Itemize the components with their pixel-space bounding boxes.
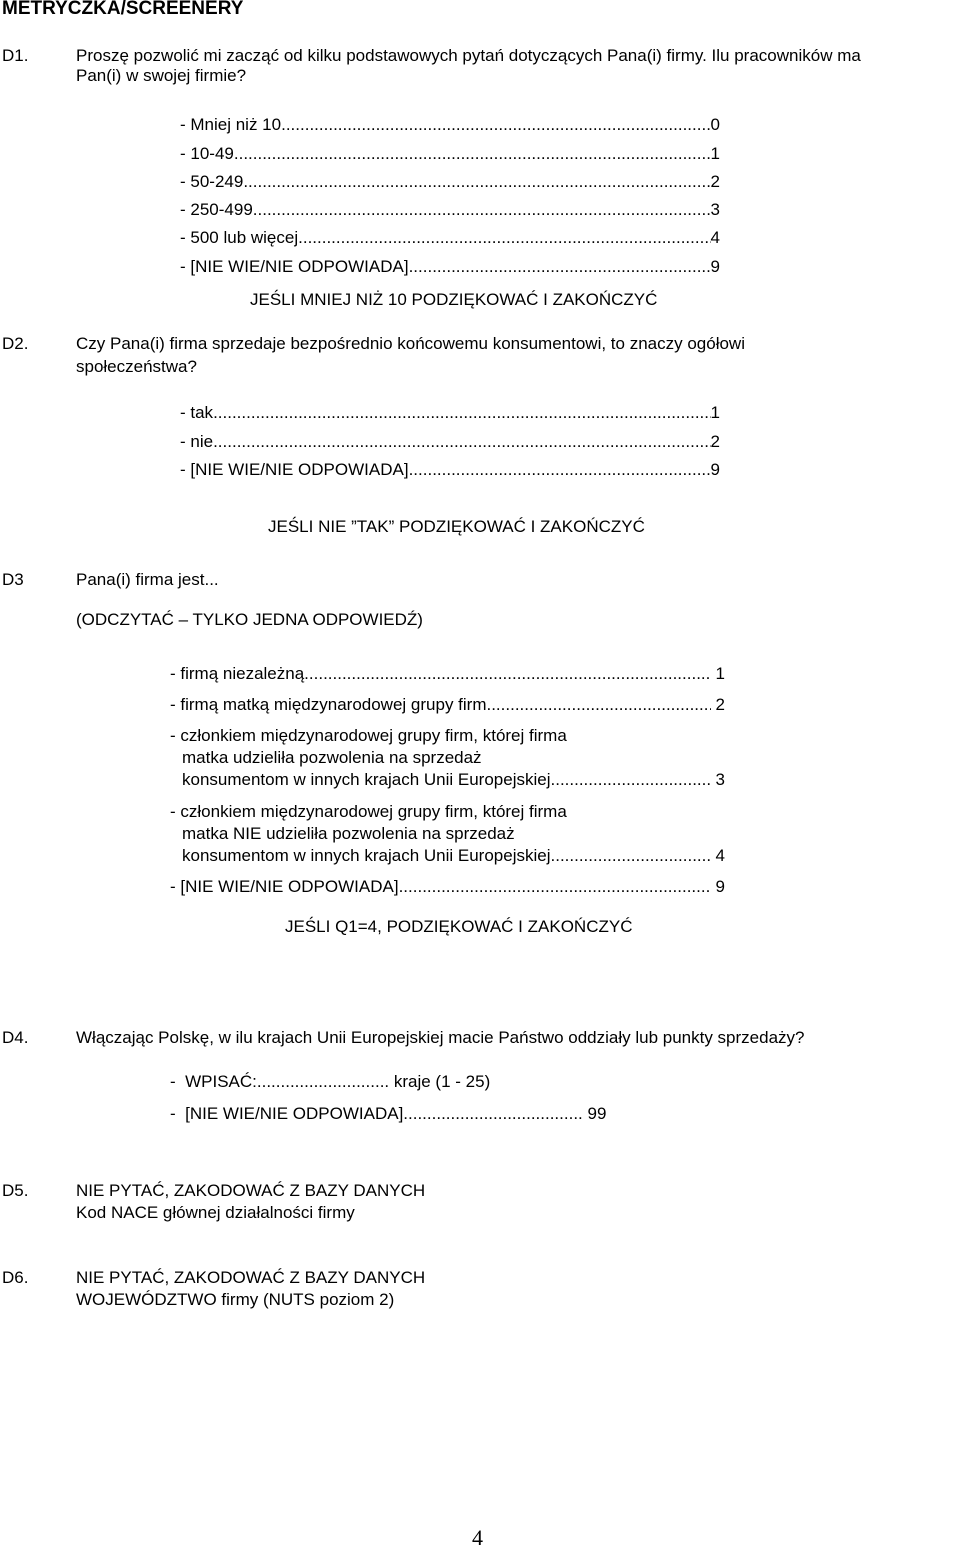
answer-option: - 50-249 ..... 2 [180, 171, 720, 193]
answer-option: - WPISAĆ:............................ kraje (1 - 25) [170, 1072, 491, 1091]
question-text-d1-cont: Pan(i) w swojej firmie? [76, 66, 247, 85]
page-number: 4 [472, 1525, 483, 1550]
question-text-d6: NIE PYTAĆ, ZAKODOWAĆ Z BAZY DANYCH [76, 1268, 426, 1287]
question-text-d1: Proszę pozwolić mi zacząć od kilku podstawowych pytań dotyczących Pana(i) firmy. Ilu pracowników ma [76, 46, 861, 65]
answer-option: - [NIE WIE/NIE ODPOWIADA] ..... 9 [170, 876, 725, 898]
question-number-d1: D1. [2, 46, 29, 65]
answer-option: - Mniej niż 10 ..... 0 [180, 114, 720, 136]
question-text-d2-cont: społeczeństwa? [76, 357, 197, 376]
answer-option-line: - członkiem międzynarodowej grupy firm, której firma [170, 802, 567, 821]
answer-option: - 250-499 ..... 3 [180, 199, 720, 221]
interviewer-note-d3: (ODCZYTAĆ – TYLKO JEDNA ODPOWIEDŹ) [76, 610, 423, 629]
question-text-d6-cont: WOJEWÓDZTWO firmy (NUTS poziom 2) [76, 1290, 395, 1309]
answer-option: - [NIE WIE/NIE ODPOWIADA] ..... 9 [180, 459, 720, 481]
answer-option-line: matka NIE udzieliła pozwolenia na sprzedaż [182, 824, 515, 843]
question-number-d5: D5. [2, 1181, 29, 1200]
question-number-d2: D2. [2, 334, 29, 353]
question-text-d5-cont: Kod NACE głównej działalności firmy [76, 1203, 355, 1222]
answer-option: - firmą niezależną ..... 1 [170, 663, 725, 685]
answer-option: konsumentom w innych krajach Unii Europejskiej ..... 4 [182, 845, 725, 867]
question-text-d5: NIE PYTAĆ, ZAKODOWAĆ Z BAZY DANYCH [76, 1181, 426, 1200]
instruction-d3: JEŚLI Q1=4, PODZIĘKOWAĆ I ZAKOŃCZYĆ [285, 917, 633, 936]
question-number-d3: D3 [2, 570, 24, 589]
answer-option: - nie ..... 2 [180, 431, 720, 453]
instruction-d1: JEŚLI MNIEJ NIŻ 10 PODZIĘKOWAĆ I ZAKOŃCZYĆ [250, 290, 658, 309]
answer-option-line: matka udzieliła pozwolenia na sprzedaż [182, 748, 482, 767]
answer-option: - [NIE WIE/NIE ODPOWIADA] ..... 9 [180, 256, 720, 278]
answer-option: - 10-49 ..... 1 [180, 143, 720, 165]
document-title: METRYCZKA/SCREENERY [2, 0, 244, 19]
question-text-d4: Włączając Polskę, w ilu krajach Unii Europejskiej macie Państwo oddziały lub punkty sprzedaży? [76, 1028, 805, 1047]
instruction-d2: JEŚLI NIE ”TAK” PODZIĘKOWAĆ I ZAKOŃCZYĆ [268, 517, 645, 536]
question-text-d2: Czy Pana(i) firma sprzedaje bezpośrednio końcowemu konsumentowi, to znaczy ogółowi [76, 334, 745, 353]
question-text-d3: Pana(i) firma jest... [76, 570, 219, 589]
answer-option: - [NIE WIE/NIE ODPOWIADA]...................................... 99 [170, 1104, 607, 1123]
answer-option: - 500 lub więcej ..... 4 [180, 227, 720, 249]
answer-option: - tak ..... 1 [180, 402, 720, 424]
answer-option-line: - członkiem międzynarodowej grupy firm, której firma [170, 726, 567, 745]
answer-option: konsumentom w innych krajach Unii Europejskiej ..... 3 [182, 769, 725, 791]
answer-option: - firmą matką międzynarodowej grupy firm ..... 2 [170, 694, 725, 716]
question-number-d6: D6. [2, 1268, 29, 1287]
question-number-d4: D4. [2, 1028, 29, 1047]
